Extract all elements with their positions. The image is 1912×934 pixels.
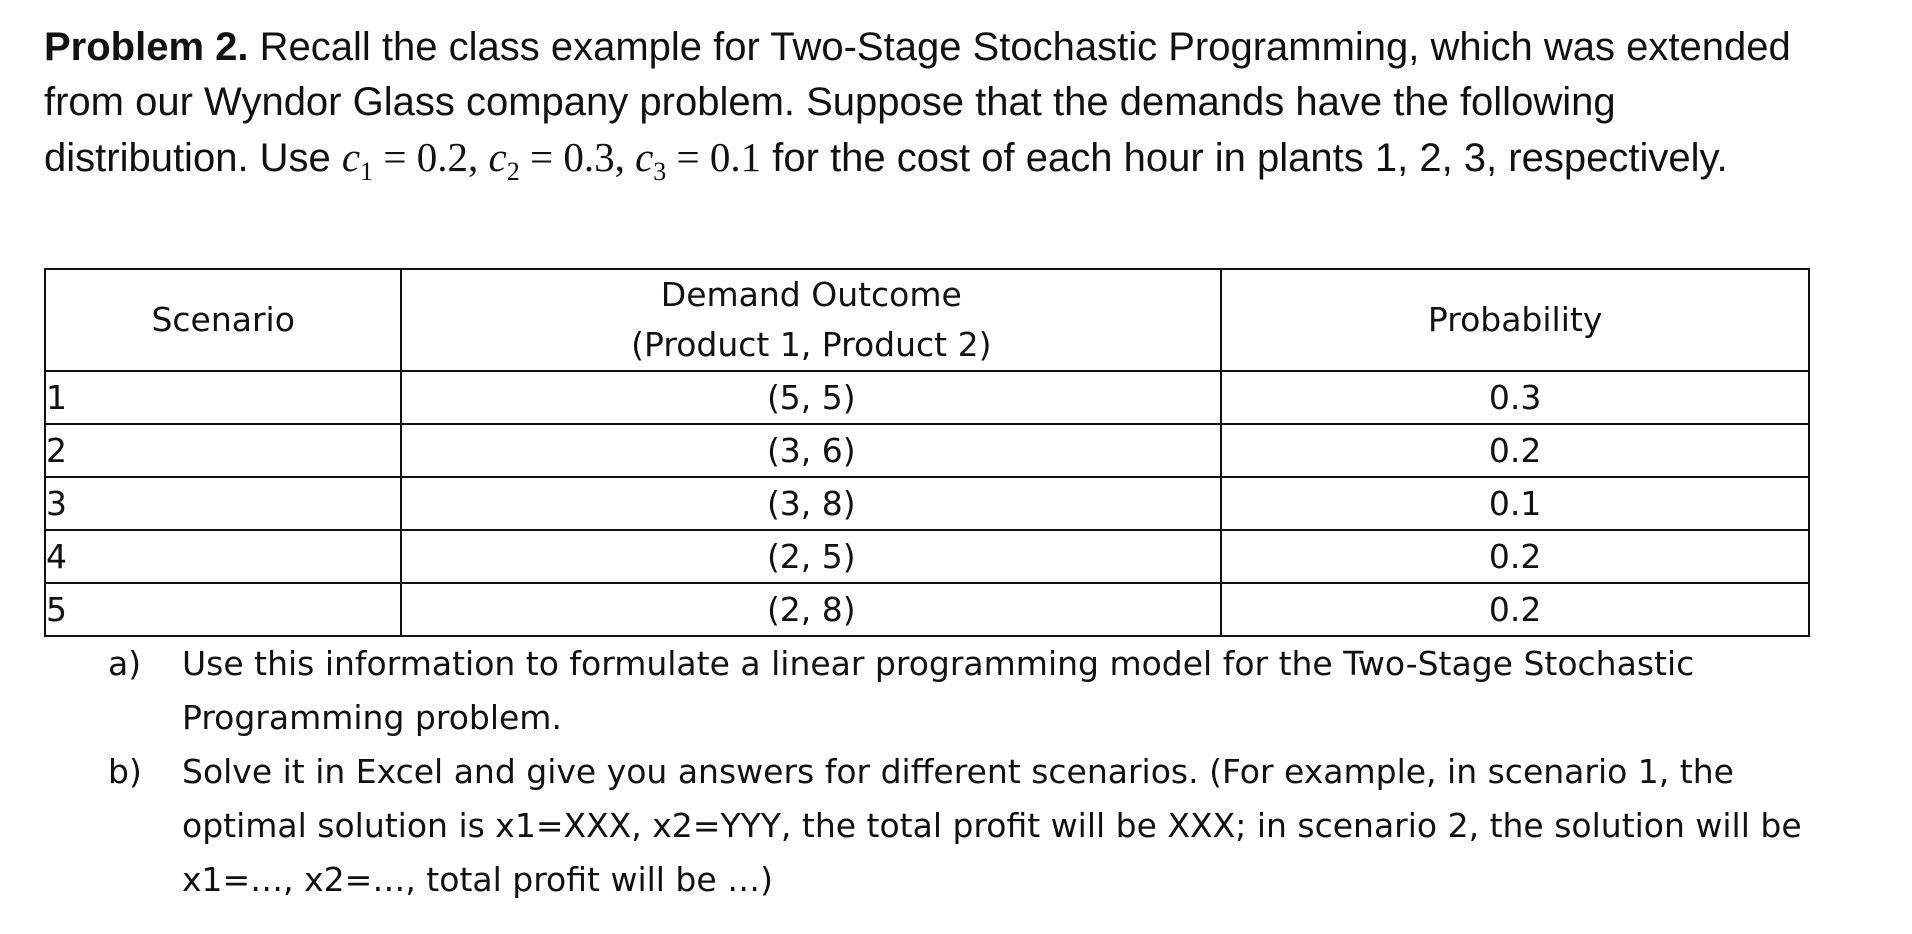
cost-c3-symbol: c — [635, 134, 654, 180]
cell-demand: (2, 8) — [401, 583, 1221, 636]
problem-heading: Problem 2. — [44, 25, 249, 69]
cost-c1-symbol: c — [341, 134, 361, 180]
header-demand-line1: Demand Outcome — [660, 275, 962, 314]
cost-c2 — [488, 134, 636, 187]
header-scenario: Scenario — [45, 269, 401, 371]
cell-demand: (2, 5) — [401, 530, 1221, 583]
table-row — [45, 583, 1809, 636]
problem-statement — [44, 20, 1824, 186]
cost-c3-subscript: 3 — [653, 157, 667, 187]
cost-c1-subscript: 1 — [360, 157, 374, 187]
cost-c1 — [341, 134, 489, 187]
problem-text-part1: Recall the class example for Two-Stage Stochastic Programming, which was extended from our Wyndor Glass company problem. Suppose that the demands have the following distribution. Use — [44, 25, 1791, 180]
table-header-row — [45, 269, 1809, 371]
table-row — [45, 477, 1809, 530]
question-b-text: Solve it in Excel and give you answers for different scenarios. (For example, in scenario 1, the optimal solution is x1=XXX, x2=YYY, the total profit will be XXX; in scenario 2, the solution will be x1=…, x2=…, total profit will be …) — [182, 752, 1802, 899]
cell-demand: (5, 5) — [401, 371, 1221, 424]
question-a — [108, 637, 1808, 745]
header-demand-line2: (Product 1, Product 2) — [631, 325, 992, 364]
cell-demand: (3, 8) — [401, 477, 1221, 530]
demand-distribution-table — [44, 268, 1810, 637]
question-list — [108, 637, 1808, 907]
cell-probability: 0.2 — [1221, 530, 1809, 583]
cell-scenario: 1 — [45, 371, 401, 424]
cost-c2-symbol: c — [488, 134, 507, 180]
table-row — [45, 371, 1809, 424]
cost-c2-value: = 0.3, — [519, 134, 636, 180]
cost-c1-value: = 0.2, — [373, 134, 489, 180]
cell-probability: 0.2 — [1221, 583, 1809, 636]
cost-c3-value: = 0.1 — [666, 134, 762, 180]
cell-probability: 0.2 — [1221, 424, 1809, 477]
question-a-text: Use this information to formulate a linear programming model for the Two-Stage Stochastic Programming problem. — [182, 644, 1695, 737]
question-a-marker: a) — [108, 644, 142, 683]
question-b-marker: b) — [108, 752, 142, 791]
cell-scenario: 2 — [45, 424, 401, 477]
cell-demand: (3, 6) — [401, 424, 1221, 477]
cell-probability: 0.1 — [1221, 477, 1809, 530]
table-row — [45, 530, 1809, 583]
header-demand-outcome — [401, 269, 1221, 371]
cell-scenario: 5 — [45, 583, 401, 636]
cell-scenario: 3 — [45, 477, 401, 530]
cell-scenario: 4 — [45, 530, 401, 583]
problem-text-part2: for the cost of each hour in plants 1, 2, 3, respectively. — [761, 136, 1728, 180]
table-row — [45, 424, 1809, 477]
question-b — [108, 745, 1808, 907]
header-probability: Probability — [1221, 269, 1809, 371]
cost-c2-subscript: 2 — [506, 157, 520, 187]
cell-probability: 0.3 — [1221, 371, 1809, 424]
cost-c3 — [635, 134, 762, 187]
